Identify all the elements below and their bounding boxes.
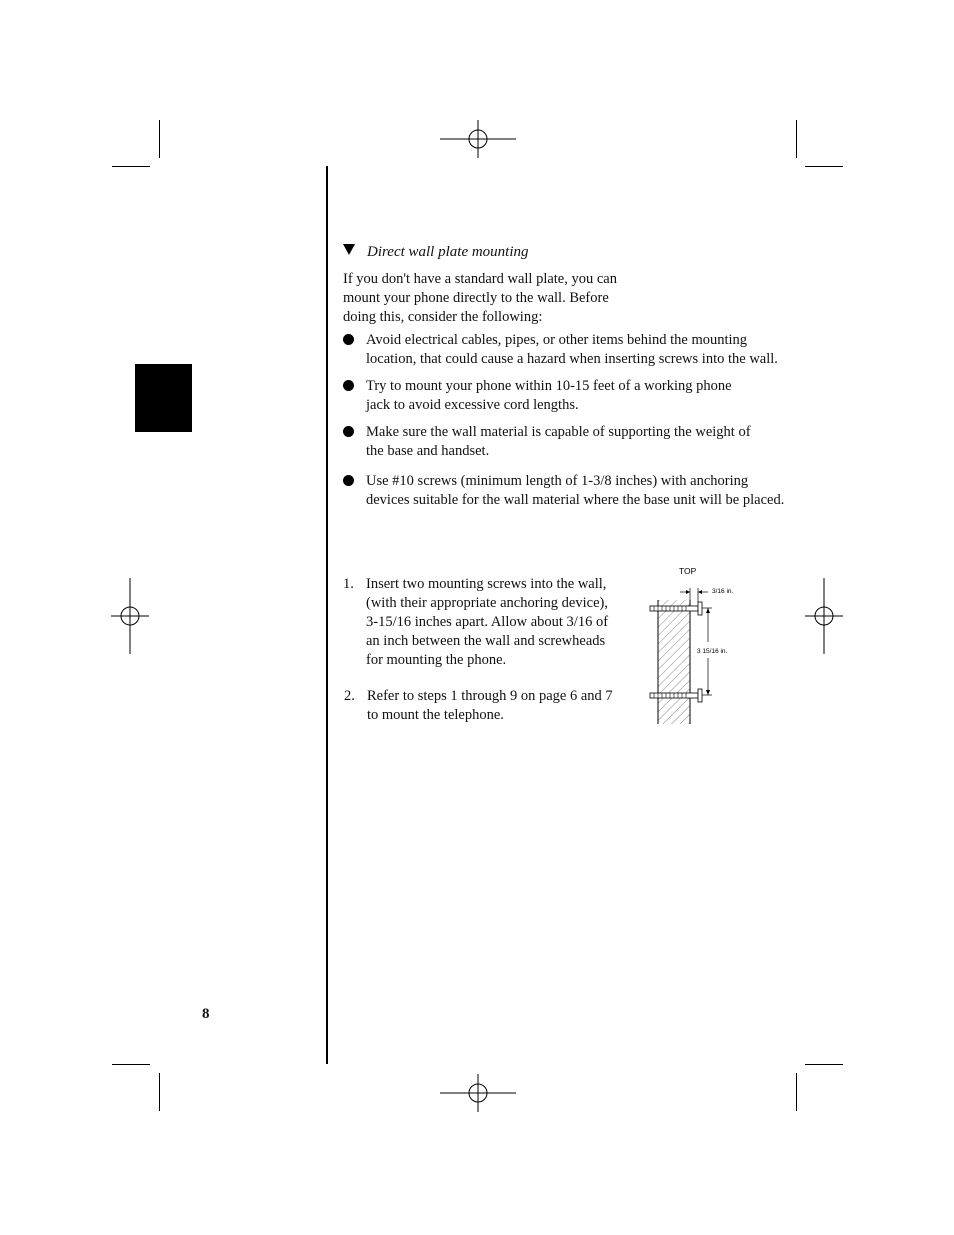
- step-line: 3-15/16 inches apart. Allow about 3/16 of: [366, 614, 609, 630]
- step-line: (with their appropriate anchoring device),: [366, 595, 608, 611]
- wall-mount-diagram: [640, 560, 770, 730]
- bullet-line: Make sure the wall material is capable of supporting the weight of: [366, 424, 751, 440]
- crop-mark: [159, 120, 160, 158]
- step-number: 2.: [344, 688, 355, 704]
- step-line: to mount the telephone.: [367, 707, 504, 723]
- intro-line: If you don't have a standard wall plate, you can: [343, 271, 617, 287]
- bullet-line: Avoid electrical cables, pipes, or other items behind the mounting: [366, 332, 748, 348]
- page-number: 8: [202, 1006, 210, 1022]
- figure-gap-label: 3/16 in.: [712, 588, 734, 595]
- step-line: an inch between the wall and screwheads: [366, 633, 606, 649]
- bullet-line: Try to mount your phone within 10-15 feet of a working phone: [366, 378, 732, 394]
- crop-mark: [805, 1064, 843, 1065]
- intro-paragraph: [343, 270, 633, 327]
- figure-spacing-label: 3 15/16 in.: [697, 648, 728, 655]
- registration-mark-icon: [805, 578, 843, 654]
- crop-mark: [796, 120, 797, 158]
- crop-mark: [805, 166, 843, 167]
- figure-top-label: TOP: [679, 566, 697, 576]
- bullet-line: Use #10 screws (minimum length of 1-3/8 inches) with anchoring: [366, 473, 749, 489]
- bullet-line: location, that could cause a hazard when inserting screws into the wall.: [366, 351, 778, 367]
- crop-mark: [112, 166, 150, 167]
- registration-mark-icon: [440, 1074, 516, 1112]
- registration-mark-icon: [440, 120, 516, 158]
- bullet-line: jack to avoid excessive cord lengths.: [366, 397, 579, 413]
- bullet-dot-icon: [343, 380, 354, 391]
- triangle-bullet-icon: [343, 244, 355, 255]
- wall-section: [658, 600, 690, 724]
- bullet-dot-icon: [343, 475, 354, 486]
- bullet-line: devices suitable for the wall material where the base unit will be placed.: [366, 492, 785, 508]
- section-heading-text: Direct wall plate mounting: [367, 244, 529, 260]
- registration-mark-icon: [111, 578, 149, 654]
- step-line: Refer to steps 1 through 9 on page 6 and 7: [367, 688, 613, 704]
- step-line: Insert two mounting screws into the wall,: [366, 576, 607, 592]
- crop-mark: [112, 1064, 150, 1065]
- crop-mark: [159, 1073, 160, 1111]
- step-line: for mounting the phone.: [366, 652, 507, 668]
- bullet-dot-icon: [343, 426, 354, 437]
- step-number: 1.: [343, 576, 354, 592]
- bullet-dot-icon: [343, 334, 354, 345]
- section-heading: [343, 243, 529, 261]
- bullet-line: the base and handset.: [366, 443, 490, 459]
- column-divider: [326, 166, 328, 1064]
- crop-mark: [796, 1073, 797, 1111]
- intro-line: doing this, consider the following:: [343, 309, 543, 325]
- section-tab-marker: [135, 364, 192, 432]
- intro-line: mount your phone directly to the wall. Before: [343, 290, 609, 306]
